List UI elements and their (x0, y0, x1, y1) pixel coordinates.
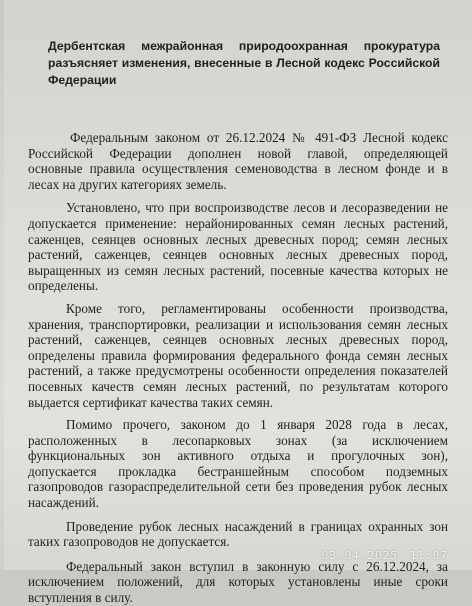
text-line: Помимо прочего, законом до 1 января 2028 года в лесах, (66, 417, 448, 433)
text-line: вступления в силу. (28, 590, 133, 606)
paragraph-gas-pipelines (28, 417, 448, 511)
text-line: растений, саженцев, сеянцев основных лесных древесных пород, (28, 332, 448, 348)
text-line: Федеральным законом от 26.12.2024 № 491-ФЗ Лесной кодекс (70, 130, 448, 145)
photo-timestamp (322, 549, 448, 562)
text-line: допускается применение: нерайонированных семян лесных растений, (28, 215, 448, 231)
timestamp-date: 03.04.2025 (321, 549, 398, 562)
heading-line: Федерации (48, 73, 117, 87)
text-line: посевных качеств семян лесных растений, по результатам которого (28, 378, 448, 394)
paragraph-regulations (28, 301, 448, 410)
text-line: растений, саженцев, сеянцев основных лесных древесных пород, (28, 247, 448, 263)
text-line: таких газопроводов не допускается. (28, 534, 230, 550)
text-line: Федеральный закон вступил в законную силу с 26.12.2024, за (66, 558, 448, 574)
text-line: исключением положений, для которых установлены иные сроки (28, 574, 448, 590)
paragraph-logging-ban (28, 519, 448, 550)
paragraph-law-amendment (28, 130, 448, 192)
text-line: растений, а также предусмотрены особенности определения показателей (28, 363, 448, 379)
text-line: определены правила формирования федерального фонда семян лесных (28, 347, 448, 363)
text-line: выдается сертификат качества таких семян. (28, 394, 274, 410)
text-line: Проведение рубок лесных насаждений в границах охранных зон (66, 518, 448, 534)
text-line: основные правила осуществления семеноводства в лесном фонде и в (28, 161, 448, 177)
paragraph-effective-date (28, 559, 448, 606)
text-line: насаждений. (28, 495, 99, 511)
text-line: расположенных в лесопарковых зонах (за исключением (28, 432, 448, 448)
heading-line: Дербентская межрайонная природоохранная прокуратура (48, 39, 440, 53)
text-line: определены. (28, 278, 99, 294)
text-line: Установлено, что при воспроизводстве лесов и лесоразведении не (66, 200, 448, 216)
text-line: Российской Федерации дополнен новой главой, определяющей (28, 145, 448, 161)
text-line: выращенных из семян лесных растений, посевные качества которых не (28, 262, 448, 278)
text-line: Кроме того, регламентированы особенности производства, (66, 300, 448, 316)
paragraph-prohibitions (28, 200, 448, 294)
document-heading (48, 38, 440, 89)
text-line: хранения, транспортировки, реализации и использования семян лесных (28, 316, 448, 332)
text-line: функциональных зон активного отдыха и прогулочных зон), (28, 448, 448, 464)
timestamp-time: 11:07 (409, 549, 448, 562)
document-body (28, 130, 448, 606)
document-page (4, 0, 472, 606)
heading-line: разъясняет изменения, внесенные в Лесной кодекс Российской (48, 56, 440, 70)
text-line: газопроводов газораспределительной сети без проведения рубок лесных (28, 479, 448, 495)
text-line: лесах на других категориях земель. (28, 176, 227, 192)
text-line: допускается прокладка бестраншейным способом подземных (28, 463, 448, 479)
text-line: саженцев, сеянцев основных лесных древесных пород; семян лесных (28, 231, 448, 247)
